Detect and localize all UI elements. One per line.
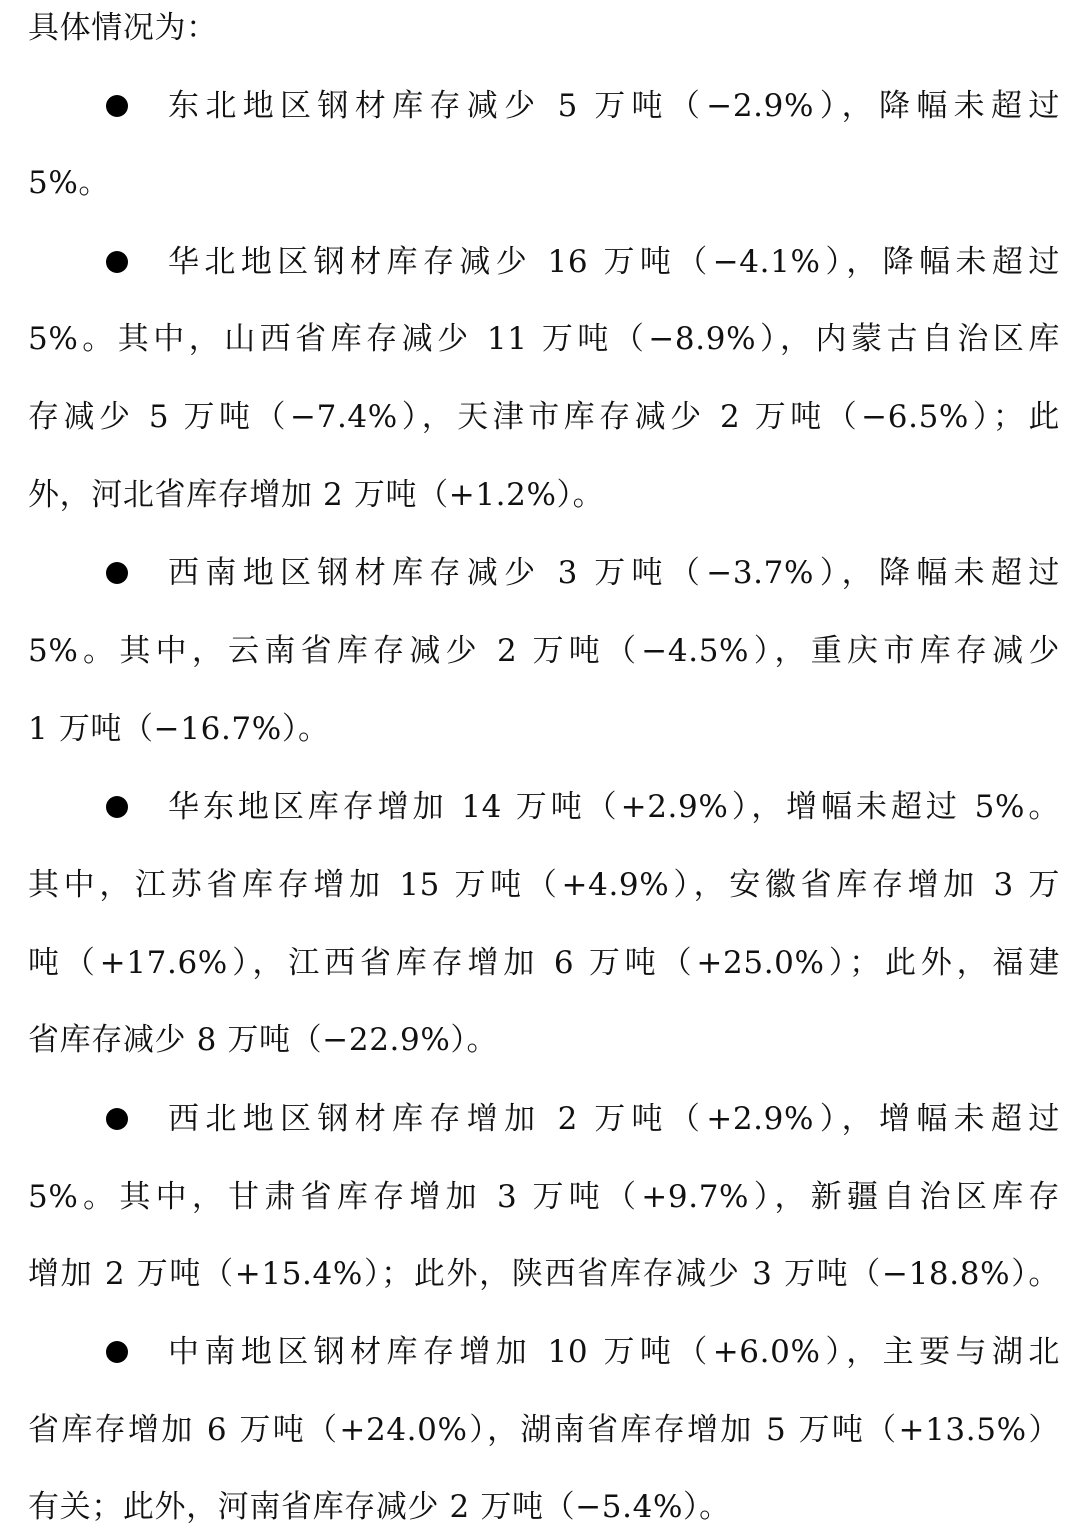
paragraph-east-china-line-3: 吨（+17.6%），江西省库存增加 6 万吨（+25.0%）；此外，福建 bbox=[28, 945, 1060, 981]
paragraph-southwest-line-1: 西南地区钢材库存减少 3 万吨（−3.7%），降幅未超过 bbox=[168, 555, 1060, 591]
paragraph-northwest-line-2: 5%。其中，甘肃省库存增加 3 万吨（+9.7%），新疆自治区库存 bbox=[28, 1179, 1060, 1215]
intro-line: 具体情况为： bbox=[28, 10, 218, 46]
paragraph-central-south-line-3: 有关；此外，河南省库存减少 2 万吨（−5.4%）。 bbox=[28, 1489, 731, 1525]
paragraph-east-china-line-2: 其中，江苏省库存增加 15 万吨（+4.9%），安徽省库存增加 3 万 bbox=[28, 867, 1060, 903]
paragraph-central-south-line-2: 省库存增加 6 万吨（+24.0%），湖南省库存增加 5 万吨（+13.5%） bbox=[28, 1412, 1060, 1448]
bullet-icon bbox=[106, 796, 128, 818]
paragraph-central-south-line-1: 中南地区钢材库存增加 10 万吨（+6.0%），主要与湖北 bbox=[168, 1334, 1060, 1370]
paragraph-northwest-line-1: 西北地区钢材库存增加 2 万吨（+2.9%），增幅未超过 bbox=[168, 1101, 1060, 1137]
paragraph-northwest-line-3: 增加 2 万吨（+15.4%）；此外，陕西省库存减少 3 万吨（−18.8%）。 bbox=[28, 1256, 1060, 1292]
paragraph-north-china-line-3: 存减少 5 万吨（−7.4%），天津市库存减少 2 万吨（−6.5%）；此 bbox=[28, 399, 1060, 435]
paragraph-northeast-line-2: 5%。 bbox=[28, 165, 111, 201]
paragraph-east-china-line-1: 华东地区库存增加 14 万吨（+2.9%），增幅未超过 5%。 bbox=[168, 789, 1060, 825]
bullet-icon bbox=[106, 95, 128, 117]
paragraph-southwest-line-2: 5%。其中，云南省库存减少 2 万吨（−4.5%），重庆市库存减少 bbox=[28, 633, 1060, 669]
bullet-icon bbox=[106, 1341, 128, 1363]
paragraph-northeast-line-1: 东北地区钢材库存减少 5 万吨（−2.9%），降幅未超过 bbox=[168, 88, 1060, 124]
paragraph-north-china-line-2: 5%。其中，山西省库存减少 11 万吨（−8.9%），内蒙古自治区库 bbox=[28, 321, 1060, 357]
paragraph-north-china-line-4: 外，河北省库存增加 2 万吨（+1.2%）。 bbox=[28, 477, 605, 513]
bullet-icon bbox=[106, 562, 128, 584]
paragraph-southwest-line-3: 1 万吨（−16.7%）。 bbox=[28, 711, 330, 747]
paragraph-east-china-line-4: 省库存减少 8 万吨（−22.9%）。 bbox=[28, 1022, 499, 1058]
bullet-icon bbox=[106, 1108, 128, 1130]
bullet-icon bbox=[106, 251, 128, 273]
paragraph-north-china-line-1: 华北地区钢材库存减少 16 万吨（−4.1%），降幅未超过 bbox=[168, 244, 1060, 280]
